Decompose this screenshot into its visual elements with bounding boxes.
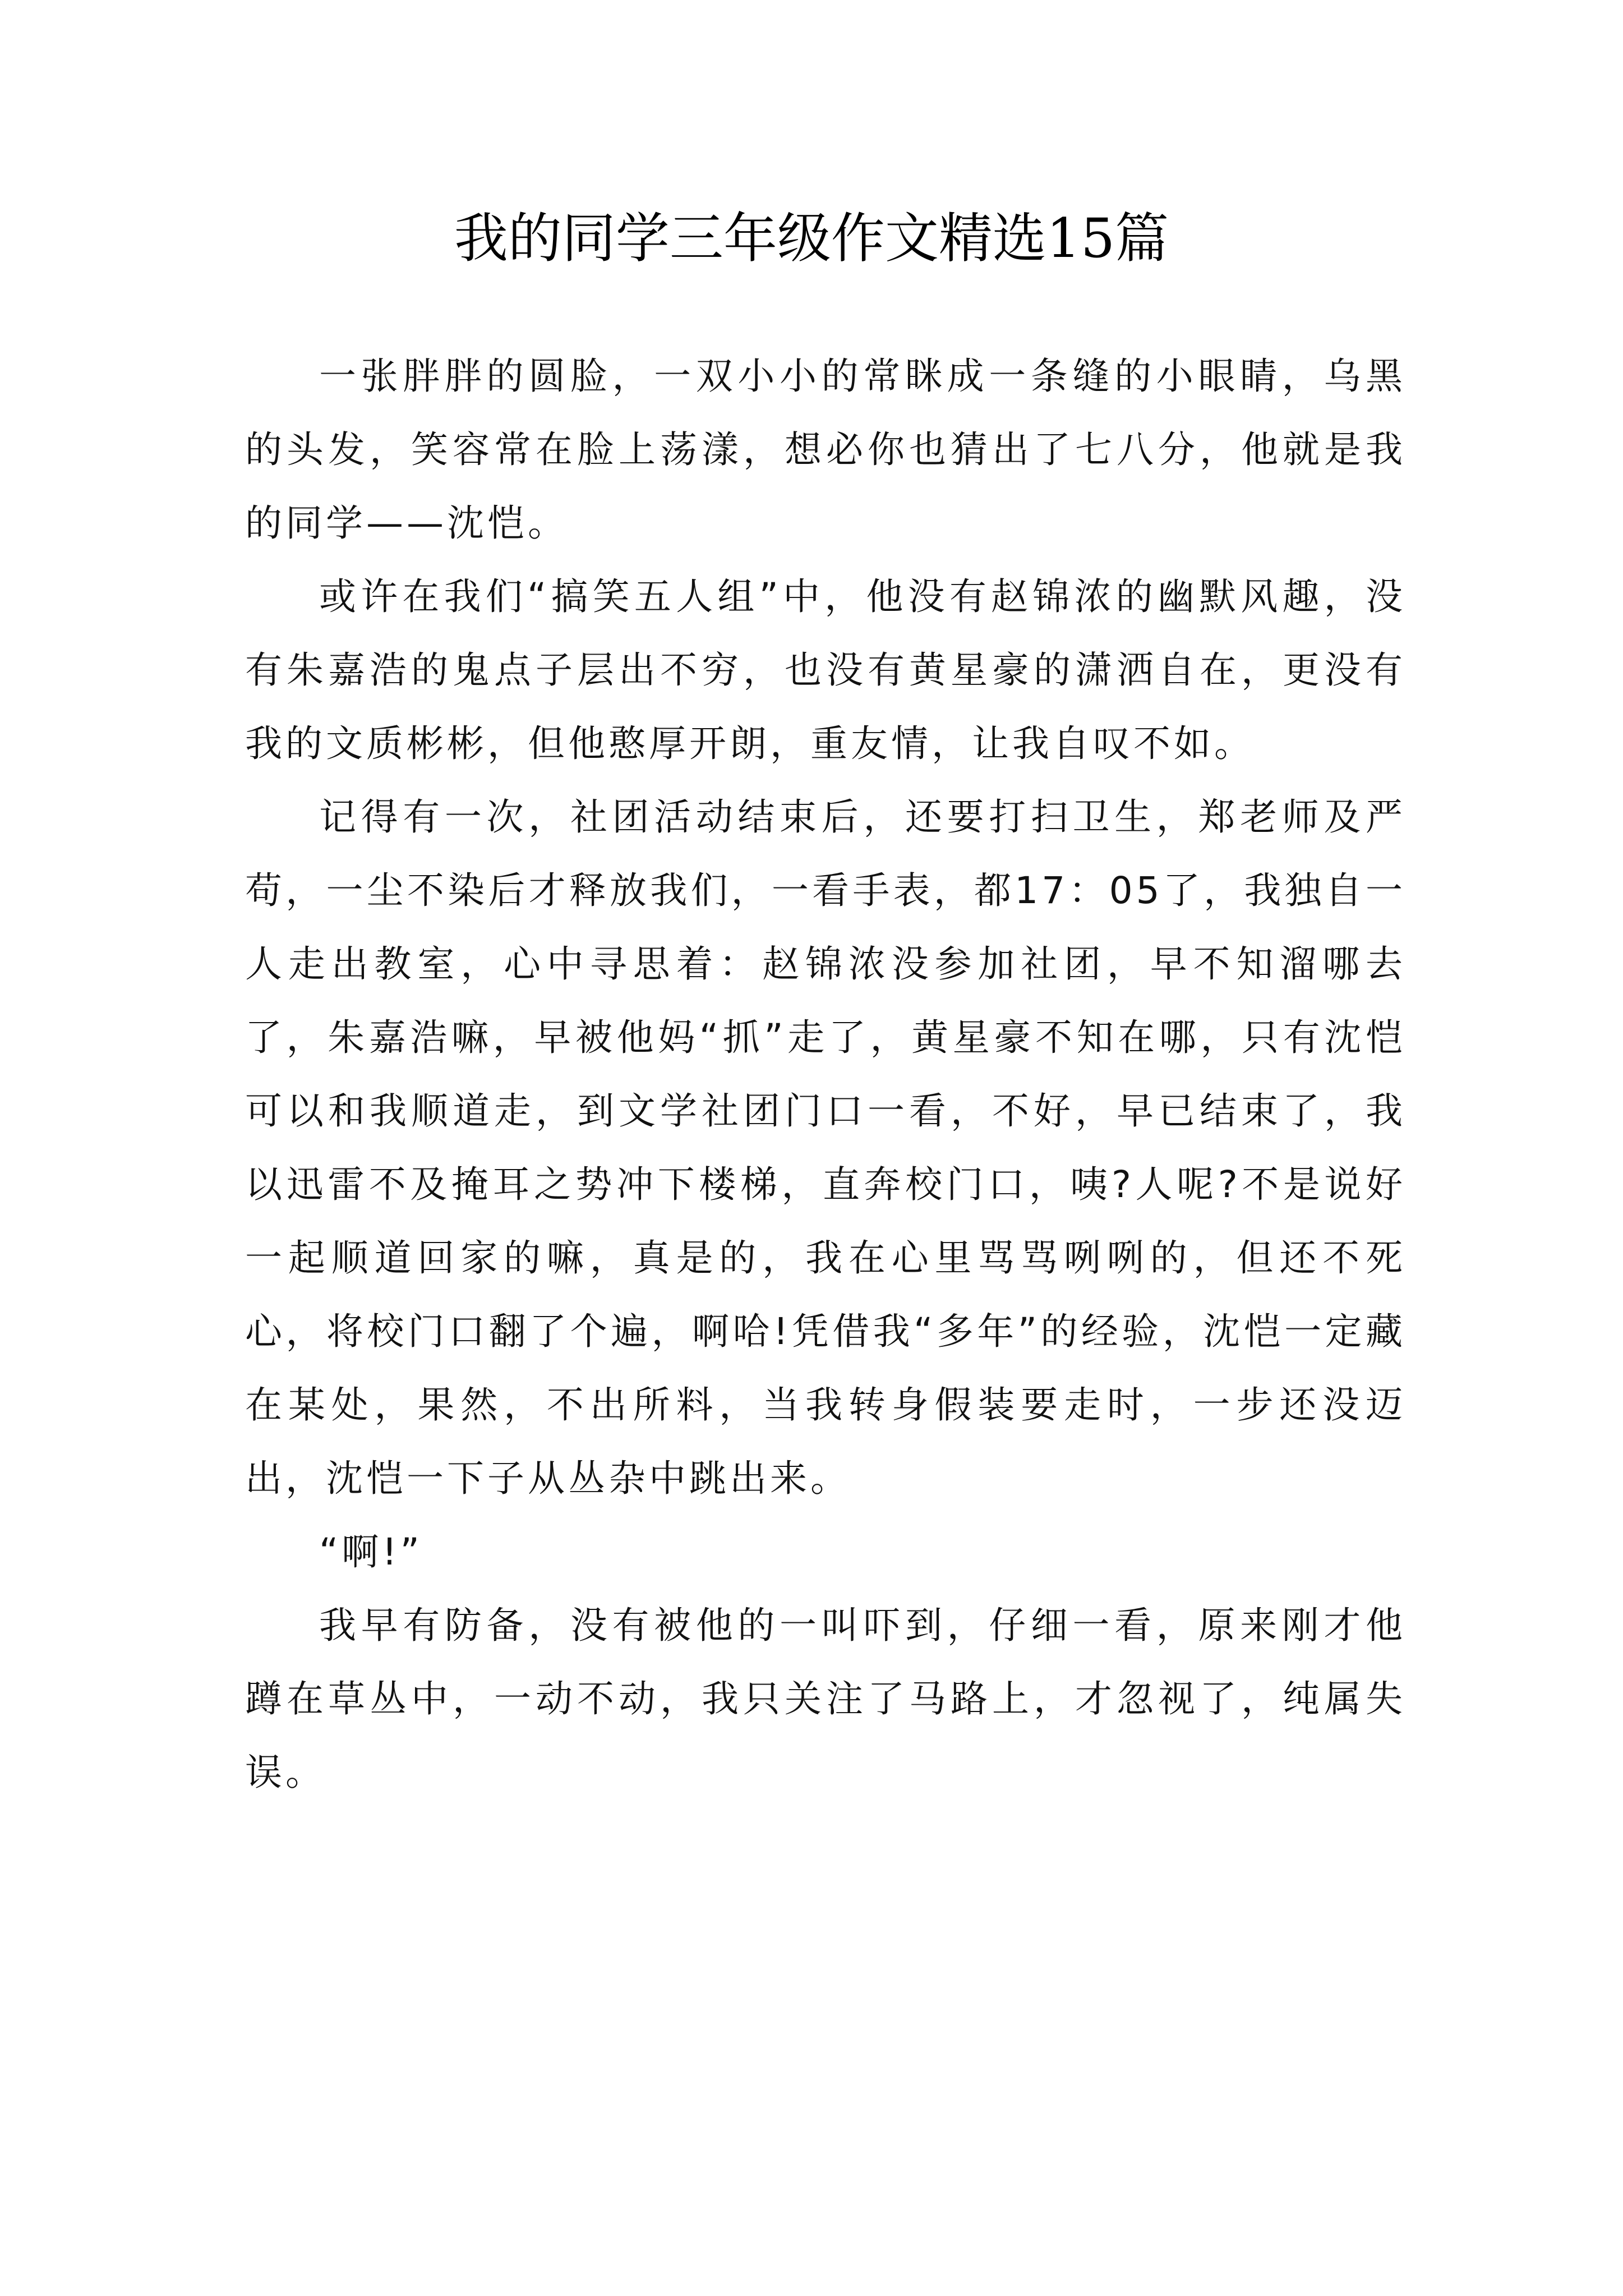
- paragraph: “啊!”: [319, 1530, 423, 1573]
- document-body: [245, 339, 1406, 1809]
- paragraph: 一张胖胖的圆脸，一双小小的常眯成一条缝的小眼睛，乌黑的头发，笑容常在脸上荡漾，想必你也猜出了七八分，他就是我的同学——沈恺。: [245, 355, 1406, 545]
- document-title: 我的同学三年级作文精选15篇: [454, 207, 1169, 270]
- paragraph: 我早有防备，没有被他的一叫吓到，仔细一看，原来刚才他蹲在草丛中，一动不动，我只关注了马路上，才忽视了，纯属失误。: [245, 1604, 1406, 1794]
- paragraph: 记得有一次，社团活动结束后，还要打扫卫生，郑老师及严苟，一尘不染后才释放我们，一看手表，都17：05了，我独自一人走出教室，心中寻思着：赵锦浓没参加社团，早不知溜哪去了，朱嘉浩嘛，早被他妈“抓”走了，黄星豪不知在哪，只有沈恺可以和我顺道走，到文学社团门口一看，不好，早已结束了，我以迅雷不及掩耳之势冲下楼梯，直奔校门口，咦?人呢?不是说好一起顺道回家的嘛，真是的，我在心里骂骂咧咧的，但还不死心，将校门口翻了个遍，啊哈!凭借我“多年”的经验，沈恺一定藏在某处，果然，不出所料，当我转身假装要走时，一步还没迈出，沈恺一下子从丛杂中跳出来。: [245, 795, 1406, 1500]
- paragraph: 或许在我们“搞笑五人组”中，他没有赵锦浓的幽默风趣，没有朱嘉浩的鬼点子层出不穷，也没有黄星豪的潇洒自在，更没有我的文质彬彬，但他憨厚开朗，重友情，让我自叹不如。: [245, 575, 1406, 765]
